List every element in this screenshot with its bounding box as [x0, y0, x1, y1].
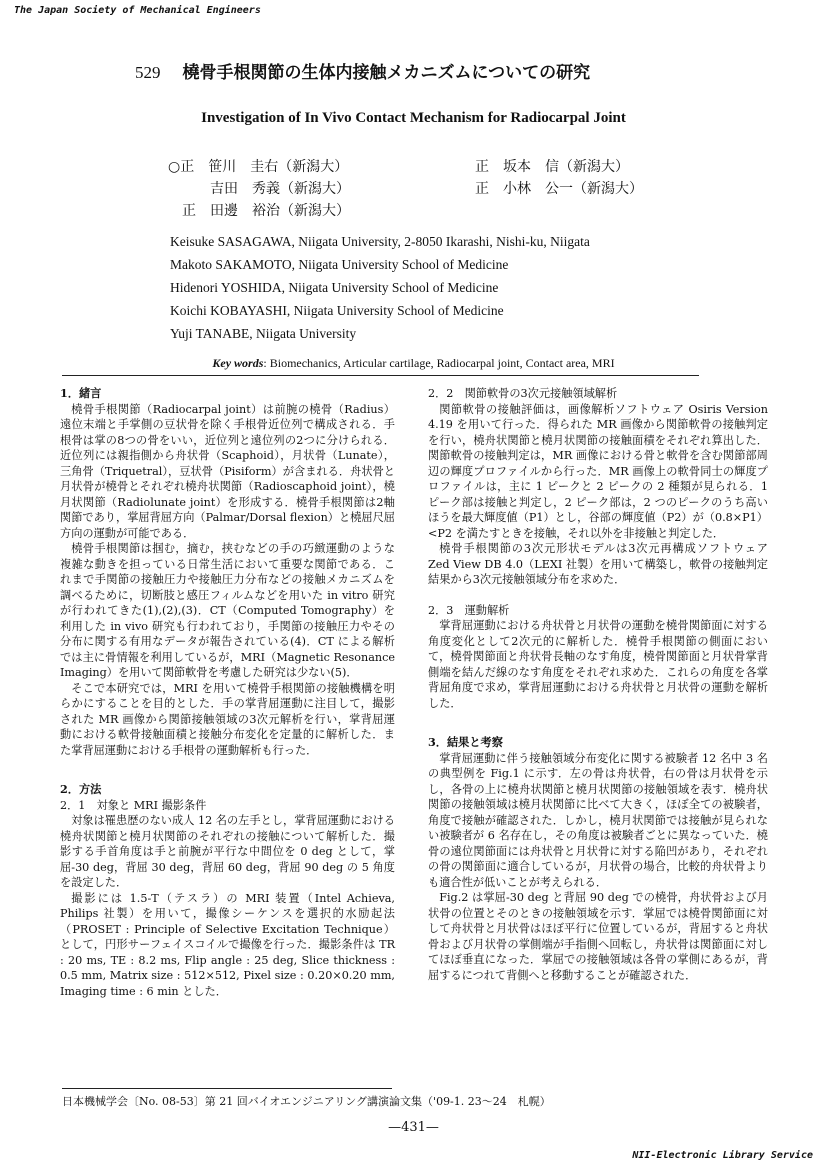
keywords-label: Key words — [212, 356, 264, 370]
affiliation-line: Koichi KOBAYASHI, Niigata University School of Medicine — [170, 303, 504, 318]
subsection-heading: 2．3 運動解析 — [428, 603, 510, 617]
left-column — [60, 386, 395, 999]
author-line: 正 坂本 信（新潟大） — [475, 159, 629, 175]
paragraph: 橈骨手根関節は掴む，摘む，挟むなどの手の巧緻運動のような複雑な動きを担っている日常生活において重要な関節である．これまで手関節の接触圧力や接触圧力分布などの接触メカニズムを調べるために，切断肢と感圧フィルムなどを用いた in vitro 研究が行われてきた(1),(2),(3)．CT（Computed Tomography）を利用した in vivo 研究も行われており，手関節の接触圧力やその分布に関する有用なデータが報告されている(4)．CT による解析では主に骨情報を利用しているが，MRI（Magnetic Resonance Imaging）を用いて関節軟骨を考慮した研究は少ない(5)． — [60, 542, 395, 679]
society-header: The Japan Society of Mechanical Engineers — [14, 5, 261, 16]
paragraph: 掌背屈運動に伴う接触領域分布変化に関する被験者 12 名中 3 名の典型例を Fig.1 に示す．左の骨は舟状骨，右の骨は月状骨を示し，各骨の上に橈舟状関節と橈月状関節の接触領域を表す．橈舟状関節の接触領域は橈月状関節に比べて大きく，ほぼ全ての被験者，角度で接触が確認された．しかし，橈月状関節では接触が見られない被験者が 6 名存在し，その角度は被験者ごとに異なっていた．橈骨の遠位関節面には舟状骨と月状骨に対する陥凹があり，それぞれの骨の関節面に適合しているが，月状骨の場合，比較的舟状骨よりも適合性が低いことが考えられる． — [428, 751, 768, 889]
paragraph: 掌背屈運動における舟状骨と月状骨の運動を橈骨関節面に対する角度変化として2次元的に解析した．橈骨手根関節の側面において，橈骨関節面と舟状骨長軸のなす角度，橈骨関節面と月状骨掌背側端を結んだ線のなす角度をそれぞれ求めた．これらの角度を各掌背屈角度で求め，掌背屈運動における舟状骨と月状骨の運動を解析した． — [428, 619, 768, 710]
author-line: 正 田邊 裕治（新潟大） — [168, 203, 350, 219]
footer-rule — [62, 1088, 392, 1089]
paragraph: 関節軟骨の接触評価は，画像解析ソフトウェア Osiris Version 4.19 を用いて行った．得られた MR 画像から関節軟骨の接触判定を行い，橈舟状関節と橈月状関節の接触面積をそれぞれ算出した．関節軟骨の接触判定は，MR 画像における骨と軟骨を含む関節部周辺の輝度プロファイルから行った．MR 画像上の軟骨同士の輝度プロファイルは，主に 1 ピークと 2 ピークの 2 種類が見られる．1 ピーク部は接触と判定し，2 ピーク部は，2 つのピークのうち高いほうを最大輝度値（P1）とし，谷部の輝度値（P2）が（0.8×P1）<P2 を満たすときを接触，それ以外を非接触と判定した． — [428, 402, 768, 540]
paragraph: 橈骨手根関節の3次元形状モデルは3次元再構成ソフトウェア Zed View DB 4.0（LEXI 社製）を用いて構築し，軟骨の接触判定結果から3次元接触領域分布を求めた． — [428, 542, 768, 586]
paper-number: 529 — [135, 63, 161, 82]
author-line: 吉田 秀義（新潟大） — [168, 181, 350, 197]
paragraph: 橈骨手根関節（Radiocarpal joint）は前腕の橈骨（Radius）遠位末端と手掌側の豆状骨を除く手根骨近位列で構成される．手根骨は掌の8つの骨をいい，近位列と遠位列の2つに分けられる．近位列には親指側から舟状骨（Scaphoid），月状骨（Lunate），三角骨（Triquetral），豆状骨（Pisiform）が含まれる．舟状骨と月状骨が橈骨とそれぞれ橈舟状関節（Radioscaphoid joint），橈月状関節（Radiolunate joint）を形成する．橈骨手根関節は2軸関節であり，掌屈背屈方向（Palmar/Dorsal flexion）と橈屈尺屈方向の運動が可能である． — [60, 402, 395, 540]
paragraph: 対象は罹患歴のない成人 12 名の左手とし，掌背屈運動における橈舟状関節と橈月状関節のそれぞれの接触について解析した．撮影する手首角度は手と前腕が平行な中間位を 0 deg として，掌屈-30 deg，背屈 30 deg，背屈 60 deg，背屈 90 deg の 5 角度を設定した． — [60, 814, 395, 889]
author-line: ○正 笹川 圭右（新潟大） — [168, 159, 349, 175]
author-line: 正 小林 公一（新潟大） — [475, 181, 643, 197]
keywords — [0, 356, 827, 371]
title-en: Investigation of In Vivo Contact Mechanism for Radiocarpal Joint — [201, 110, 626, 126]
affiliation-line: Makoto SAKAMOTO, Niigata University School of Medicine — [170, 257, 509, 272]
affiliation-line: Hidenori YOSHIDA, Niigata University School of Medicine — [170, 280, 499, 295]
page-number: —431— — [388, 1120, 439, 1135]
section-heading: 1．緒言 — [60, 386, 102, 400]
paragraph: 撮影には 1.5-T（テスラ）の MRI 装置（Intel Achieva, Philips 社製）を用いて，撮像シーケンスを選択的水励起法（PROSET : Principle of Selective Excitation Technique）として，円形サーフェイスコイルで撮像を行った．撮影条件は TR : 20 ms, TE : 8.2 ms, Flip angle : 25 deg, Slice thickness : 0.5 mm, Matrix size : 512×512, Pixel size : 0.20×0.20 mm, Imaging time : 6 min とした． — [60, 891, 395, 998]
subsection-heading: 2．1 対象と MRI 撮影条件 — [60, 798, 207, 812]
affiliation-line: Yuji TANABE, Niigata University — [170, 326, 357, 341]
keywords-text: : Biomechanics, Articular cartilage, Radiocarpal joint, Contact area, MRI — [263, 356, 615, 370]
affiliation-line: Keisuke SASAGAWA, Niigata University, 2-8050 Ikarashi, Nishi-ku, Niigata — [170, 234, 590, 249]
section-heading: 3．結果と考察 — [428, 735, 503, 749]
section-heading: 2．方法 — [60, 782, 102, 796]
subsection-heading: 2．2 関節軟骨の3次元接触領域解析 — [428, 387, 618, 400]
title-ja: 橈骨手根関節の生体内接触メカニズムについての研究 — [182, 63, 591, 83]
paragraph: そこで本研究では，MRI を用いて橈骨手根関節の接触機構を明らかにすることを目的とした．手の掌背屈運動に注目して，撮影された MR 画像から関節接触領域の3次元解析を行い，掌背屈運動における軟骨接触面積と接触分布変化を定量的に解析した．また掌背屈運動における手根骨の運動解析も行った． — [60, 681, 395, 757]
proceedings-footer: 日本機械学会〔No. 08-53〕第 21 回バイオエンジニアリング講演論文集（'09-1. 23〜24 札幌） — [62, 1095, 551, 1108]
service-footer: NII-Electronic Library Service — [632, 1150, 813, 1161]
paragraph: Fig.2 は掌屈-30 deg と背屈 90 deg での橈骨，舟状骨および月状骨の位置とそのときの接触領域を示す．掌屈では橈骨関節面に対して舟状骨と月状骨はほぼ平行に位置しているが，背屈すると舟状骨および月状骨の掌側端が手指側へ回転し，舟状骨は関節面に対してほぼ垂直になった．掌屈での接触領域は各骨の掌側にあるが，背屈するにつれて背側へと移動することが確認された． — [428, 891, 768, 982]
header-rule — [62, 375, 699, 376]
paper-title — [135, 58, 590, 83]
right-column — [428, 386, 768, 983]
